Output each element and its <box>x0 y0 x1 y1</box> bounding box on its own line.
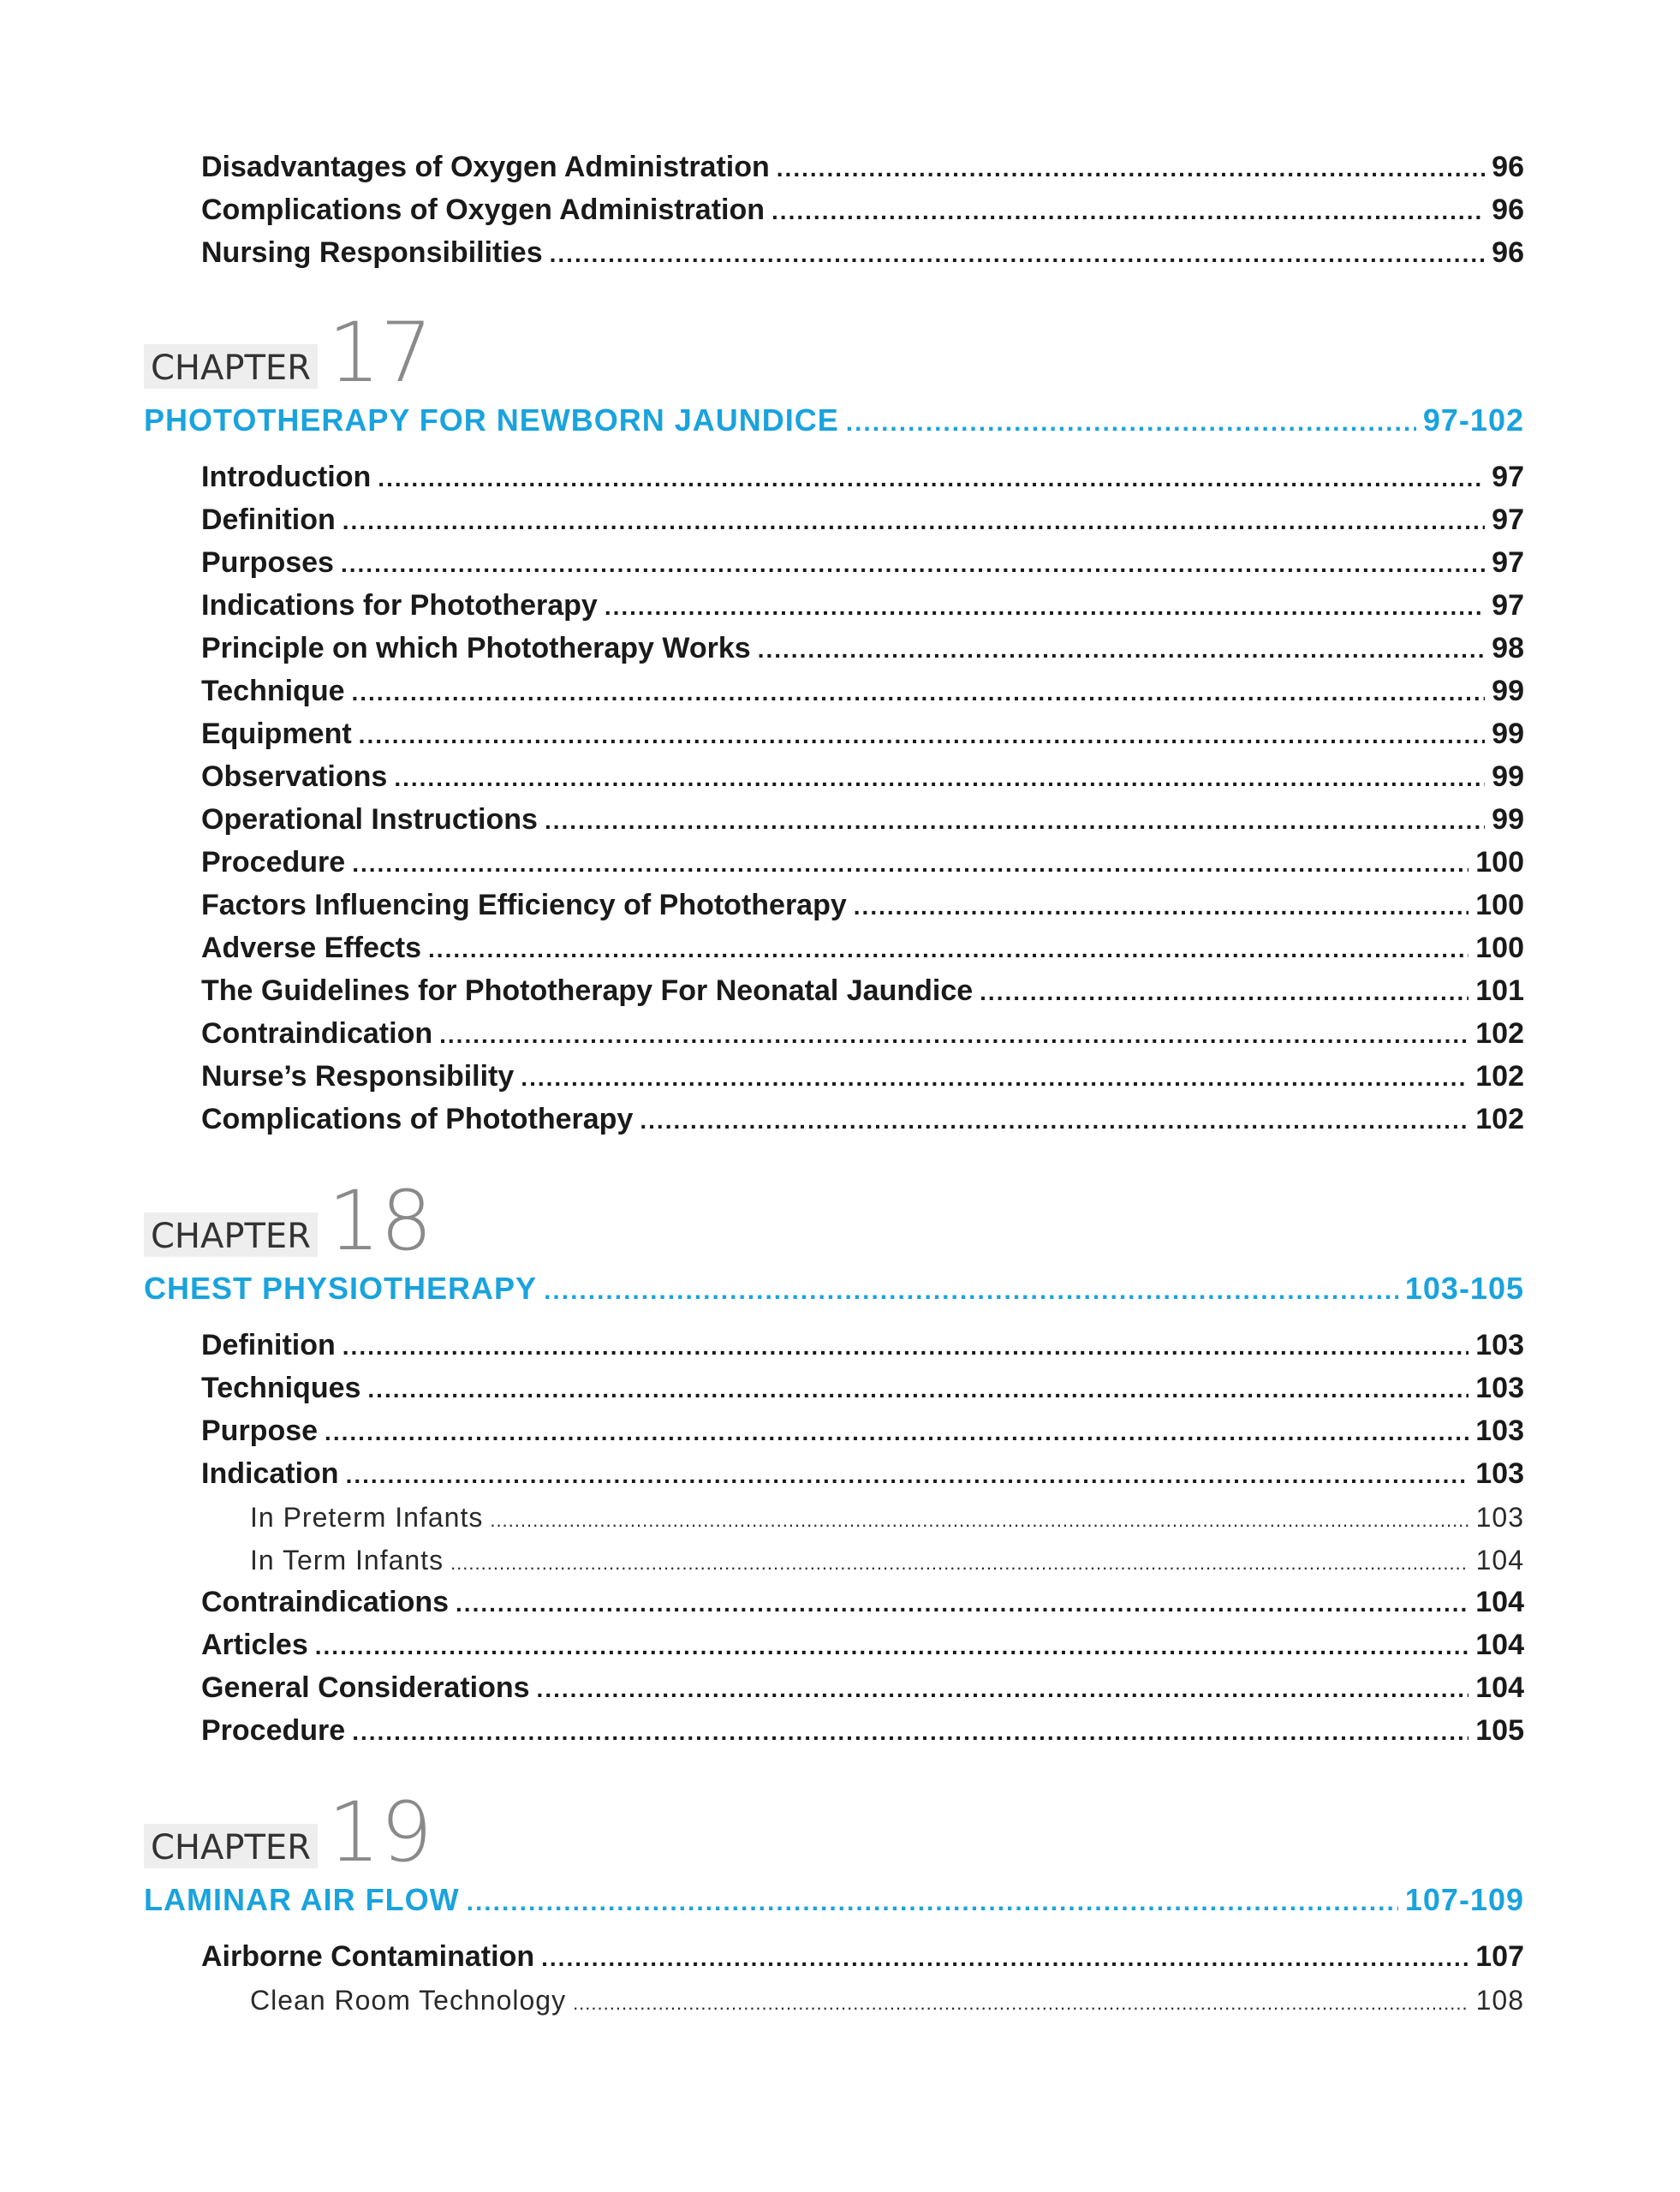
toc-entry-page: 96 <box>1492 151 1524 183</box>
chapter-label: CHAPTER <box>144 1824 318 1868</box>
dot-leader <box>545 807 1485 835</box>
toc-subentry[interactable] <box>250 1985 1524 2016</box>
toc-entry[interactable] <box>201 803 1524 837</box>
toc-entry-label: Purpose <box>201 1415 319 1447</box>
toc-entry[interactable] <box>201 1586 1524 1619</box>
toc-entry-page: 105 <box>1475 1714 1524 1747</box>
dot-leader <box>352 1718 1469 1746</box>
toc-subentry-page: 108 <box>1475 1985 1524 2016</box>
chapter-title: PHOTOTHERAPY FOR NEWBORN JAUNDICE <box>144 402 839 438</box>
toc-entry-page: 100 <box>1475 932 1524 964</box>
chapter-number: 19 <box>328 1784 433 1880</box>
toc-entry-page: 98 <box>1492 632 1524 664</box>
toc-entry-label: The Guidelines for Phototherapy For Neonatal Jaundice <box>201 974 974 1007</box>
dot-leader <box>450 1552 1469 1575</box>
dot-leader <box>541 1945 1469 1972</box>
toc-entry[interactable] <box>201 889 1524 922</box>
toc-entry-label: Nursing Responsibilities <box>201 236 543 269</box>
toc-entry-label: Complications of Phototherapy <box>201 1103 634 1135</box>
toc-entry[interactable] <box>201 1671 1524 1705</box>
toc-entry-label: Definition <box>201 1329 336 1361</box>
toc-subentry-page: 103 <box>1475 1502 1524 1533</box>
dot-leader <box>467 1888 1398 1917</box>
dot-leader <box>537 1676 1469 1703</box>
toc-subentry[interactable] <box>250 1502 1524 1534</box>
toc-entry-page: 101 <box>1475 974 1524 1007</box>
dot-leader <box>980 979 1469 1006</box>
dot-leader <box>378 465 1485 492</box>
toc-entry-label: Procedure <box>201 1714 346 1747</box>
toc-entry[interactable] <box>201 1415 1524 1448</box>
toc-entry-page: 97 <box>1492 503 1524 536</box>
toc-entry[interactable] <box>201 1103 1524 1136</box>
toc-entry-label: Introduction <box>201 461 372 493</box>
toc-entry-label: Contraindication <box>201 1017 433 1050</box>
toc-subentry-label: In Term Infants <box>250 1545 444 1576</box>
toc-entry[interactable] <box>201 760 1524 794</box>
toc-entry-page: 102 <box>1475 1103 1524 1135</box>
toc-entry-page: 103 <box>1475 1329 1524 1361</box>
toc-entry[interactable] <box>201 1017 1524 1051</box>
toc-entry-label: Factors Influencing Efficiency of Phototherapy <box>201 889 847 921</box>
toc-entry[interactable] <box>201 1714 1524 1748</box>
toc-entry-label: Equipment <box>201 718 352 750</box>
chapter-heading <box>144 1784 433 1880</box>
toc-entry-page: 100 <box>1475 889 1524 921</box>
dot-leader <box>325 1419 1469 1446</box>
dot-leader <box>367 1376 1469 1403</box>
dot-leader <box>758 636 1485 664</box>
dot-leader <box>544 1277 1398 1306</box>
toc-entry-page: 107 <box>1475 1940 1524 1973</box>
dot-leader <box>343 1333 1469 1361</box>
toc-entry-label: Airborne Contamination <box>201 1940 535 1973</box>
dot-leader <box>359 722 1486 749</box>
toc-entry-label: Indication <box>201 1457 339 1490</box>
toc-entry[interactable] <box>201 1457 1524 1491</box>
toc-subentry-label: In Preterm Infants <box>250 1502 484 1533</box>
toc-entry[interactable] <box>201 1329 1524 1362</box>
toc-entry[interactable] <box>201 974 1524 1008</box>
chapter-page-range: 107-109 <box>1404 1882 1524 1917</box>
toc-subentry[interactable] <box>250 1545 1524 1576</box>
dot-leader <box>428 936 1469 963</box>
toc-entry-page: 102 <box>1475 1017 1524 1050</box>
toc-entry-page: 97 <box>1492 461 1524 493</box>
dot-leader <box>352 679 1486 706</box>
chapter-title-entry[interactable] <box>144 402 1524 438</box>
dot-leader <box>573 1992 1469 2015</box>
toc-entry[interactable] <box>201 546 1524 580</box>
toc-entry-page: 100 <box>1475 846 1524 879</box>
toc-entry[interactable] <box>201 1940 1524 1974</box>
toc-entry[interactable] <box>201 632 1524 665</box>
toc-entry[interactable] <box>201 151 1524 184</box>
toc-entry-label: Definition <box>201 503 336 536</box>
toc-entry[interactable] <box>201 236 1524 270</box>
dot-leader <box>439 1022 1469 1049</box>
dot-leader <box>846 408 1416 438</box>
toc-entry-page: 102 <box>1475 1060 1524 1093</box>
dot-leader <box>490 1510 1469 1532</box>
dot-leader <box>341 551 1485 578</box>
chapter-title: CHEST PHYSIOTHERAPY <box>144 1271 538 1306</box>
dot-leader <box>640 1107 1469 1135</box>
dot-leader <box>521 1064 1469 1092</box>
toc-entry-page: 103 <box>1475 1372 1524 1404</box>
dot-leader <box>456 1590 1469 1617</box>
toc-entry-label: Principle on which Phototherapy Works <box>201 632 751 664</box>
chapter-title-entry[interactable] <box>144 1271 1524 1307</box>
toc-entry-page: 104 <box>1475 1671 1524 1704</box>
chapter-number: 17 <box>328 305 433 401</box>
toc-entry[interactable] <box>201 1372 1524 1405</box>
chapter-page-range: 103-105 <box>1404 1271 1524 1306</box>
toc-entry-label: Technique <box>201 675 345 707</box>
toc-entry-label: Observations <box>201 760 388 793</box>
toc-entry[interactable] <box>201 1060 1524 1093</box>
toc-entry-page: 99 <box>1492 803 1524 836</box>
chapter-label: CHAPTER <box>144 1212 318 1257</box>
dot-leader <box>605 593 1485 621</box>
chapter-heading <box>144 305 433 401</box>
toc-entry-label: Adverse Effects <box>201 932 422 964</box>
toc-entry-label: Operational Instructions <box>201 803 538 836</box>
chapter-title-entry[interactable] <box>144 1882 1524 1918</box>
toc-entry-label: General Considerations <box>201 1671 530 1704</box>
dot-leader <box>315 1633 1469 1660</box>
toc-entry-page: 99 <box>1492 675 1524 707</box>
toc-entry-label: Purposes <box>201 546 334 579</box>
toc-entry-label: Techniques <box>201 1372 361 1404</box>
toc-entry[interactable] <box>201 461 1524 494</box>
toc-entry[interactable] <box>201 1629 1524 1662</box>
dot-leader <box>346 1462 1469 1489</box>
chapter-heading <box>144 1173 433 1269</box>
dot-leader <box>771 198 1485 225</box>
toc-entry-label: Procedure <box>201 846 346 879</box>
dot-leader <box>394 765 1485 792</box>
toc-entry-page: 96 <box>1492 194 1524 226</box>
toc-entry[interactable] <box>201 675 1524 708</box>
dot-leader <box>550 241 1486 268</box>
toc-entry-label: Indications for Phototherapy <box>201 589 598 622</box>
toc-entry-page: 104 <box>1475 1586 1524 1618</box>
toc-entry-label: Contraindications <box>201 1586 450 1618</box>
toc-entry-page: 104 <box>1475 1629 1524 1661</box>
toc-entry-label: Complications of Oxygen Administration <box>201 194 766 226</box>
dot-leader <box>854 893 1469 920</box>
toc-entry-page: 99 <box>1492 718 1524 750</box>
toc-entry-label: Articles <box>201 1629 308 1661</box>
toc-entry-page: 103 <box>1475 1415 1524 1447</box>
dot-leader <box>777 155 1485 182</box>
toc-entry[interactable] <box>201 718 1524 751</box>
toc-entry[interactable] <box>201 932 1524 965</box>
toc-subentry-label: Clean Room Technology <box>250 1985 567 2016</box>
chapter-title: LAMINAR AIR FLOW <box>144 1882 460 1917</box>
dot-leader <box>343 508 1485 535</box>
toc-entry[interactable] <box>201 194 1524 227</box>
toc-entry-label: Disadvantages of Oxygen Administration <box>201 151 770 183</box>
toc-subentry-page: 104 <box>1475 1545 1524 1576</box>
toc-entry[interactable] <box>201 503 1524 537</box>
chapter-label: CHAPTER <box>144 344 318 389</box>
toc-entry-label: Nurse’s Responsibility <box>201 1060 515 1093</box>
toc-entry-page: 99 <box>1492 760 1524 793</box>
chapter-page-range: 97-102 <box>1422 402 1524 438</box>
toc-entry-page: 97 <box>1492 589 1524 622</box>
dot-leader <box>352 850 1469 878</box>
toc-entry-page: 97 <box>1492 546 1524 579</box>
toc-entry-page: 103 <box>1475 1457 1524 1490</box>
chapter-number: 18 <box>328 1173 433 1269</box>
toc-entry-page: 96 <box>1492 236 1524 269</box>
toc-entry[interactable] <box>201 846 1524 879</box>
toc-entry[interactable] <box>201 589 1524 622</box>
